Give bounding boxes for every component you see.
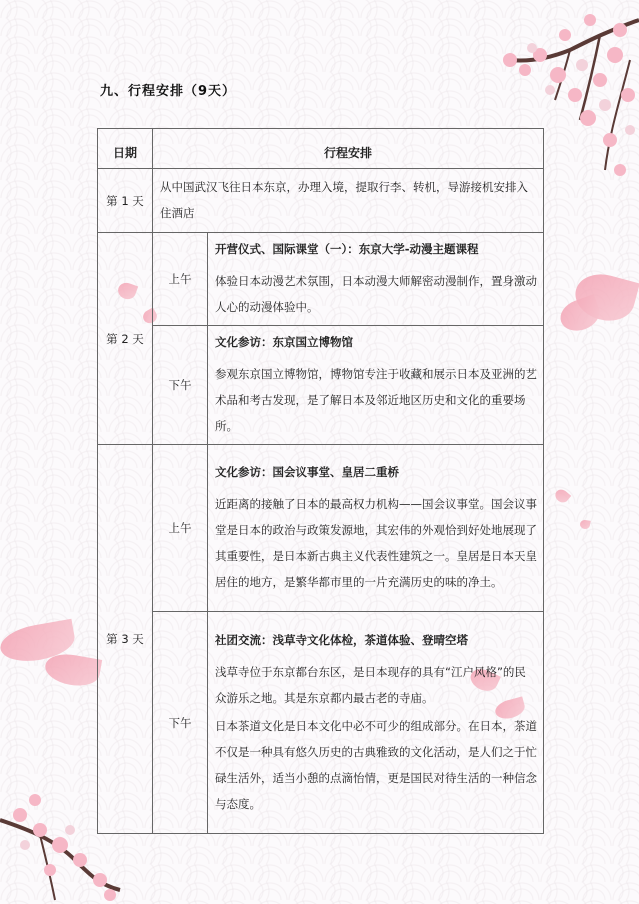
table-row <box>98 233 544 326</box>
table-row <box>98 612 544 834</box>
period-label: 下午 <box>153 326 208 445</box>
day-label: 第 3 天 <box>98 445 153 834</box>
activity-title: 社团交流：浅草寺文化体检，茶道体验、登晴空塔 <box>215 632 468 647</box>
day1-text: 从中国武汉飞往日本东京，办理入境，提取行李、转机，导游接机安排入住酒店 <box>160 179 528 220</box>
day3-am-content <box>208 445 544 612</box>
activity-text: 日本茶道文化是日本文化中必不可少的组成部分。在日本，茶道不仅是一种具有悠久历史的古典雅致的文化活动，是人们之于忙碌生活外，适当小憩的点滴怡情，更是国民对待生活的一种信念与态度。 <box>215 718 537 811</box>
day1-content <box>153 169 544 233</box>
activity-text: 参观东京国立博物馆，博物馆专注于收藏和展示日本及亚洲的艺术品和考古发现，是了解日本及邻近地区历史和文化的重要场所。 <box>215 367 537 433</box>
header-date: 日期 <box>98 129 153 169</box>
section-heading: 九、行程安排（9天） <box>100 84 237 99</box>
itinerary-table <box>97 128 544 834</box>
day2-pm-content <box>208 326 544 445</box>
table-row <box>98 326 544 445</box>
day3-pm-content <box>208 612 544 834</box>
day-label: 第 2 天 <box>98 233 153 445</box>
day2-am-content <box>208 233 544 326</box>
table-row <box>98 445 544 612</box>
activity-title: 文化参访：东京国立博物馆 <box>215 335 353 349</box>
period-label: 上午 <box>153 233 208 326</box>
period-label: 下午 <box>153 612 208 834</box>
day-label: 第 1 天 <box>98 169 153 233</box>
header-schedule: 行程安排 <box>153 129 544 169</box>
activity-text: 近距离的接触了日本的最高权力机构——国会议事堂。国会议事堂是日本的政治与政策发源地，其宏伟的外观恰到好处地展现了其重要性，是日本新古典主义代表性建筑之一。皇居是日本天皇居住的地方，是繁华都市里的一片充满历史的味的净土。 <box>215 497 537 589</box>
activity-text: 体验日本动漫艺术氛围，日本动漫大师解密动漫制作，置身激动人心的动漫体验中。 <box>215 274 537 314</box>
table-header-row <box>98 129 544 169</box>
activity-text: 浅草寺位于东京都台东区，是日本现存的具有“江户风格”的民众游乐之地。其是东京都内最古老的寺庙。 <box>215 664 526 705</box>
activity-title: 文化参访：国会议事堂、皇居二重桥 <box>215 465 399 479</box>
period-label: 上午 <box>153 445 208 612</box>
table-row <box>98 169 544 233</box>
activity-title: 开营仪式、国际课堂（一）：东京大学-动漫主题课程 <box>215 242 479 256</box>
